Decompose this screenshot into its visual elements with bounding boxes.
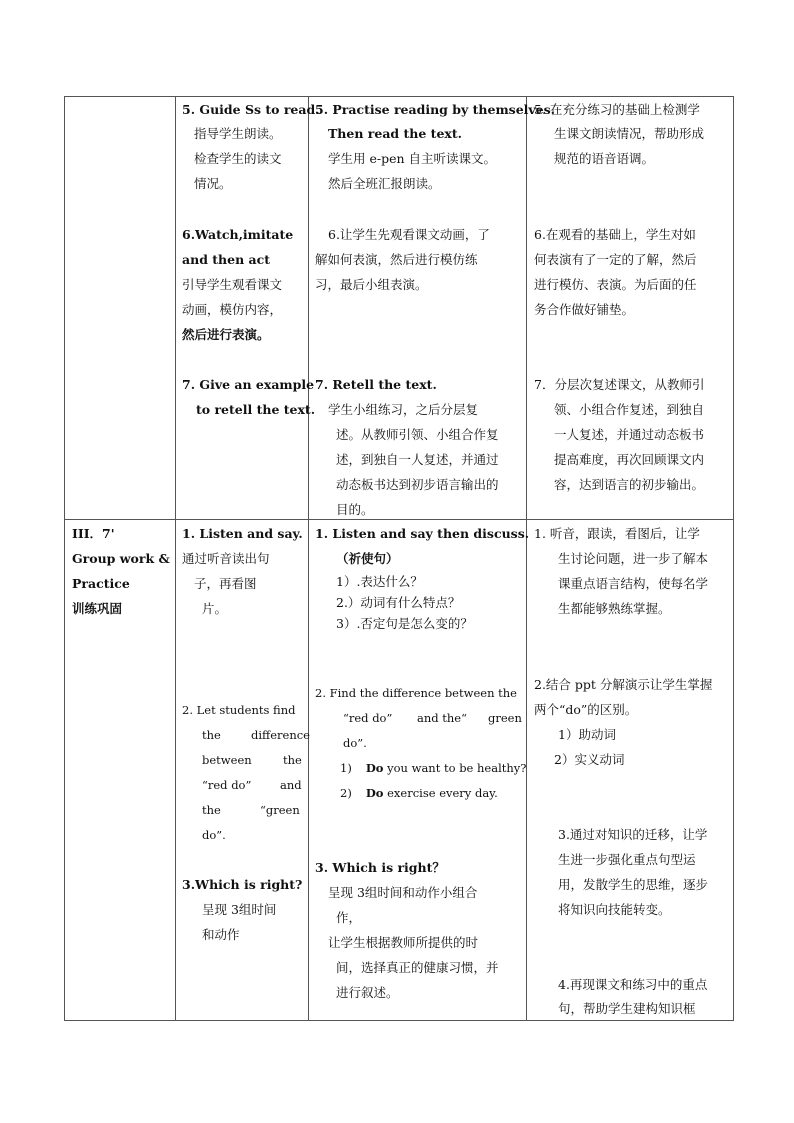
example-2-rest: exercise every day. bbox=[383, 786, 498, 800]
practice3-purpose-line1: 3.通过对知识的迁移，让学 bbox=[558, 827, 708, 842]
practice2-purpose-line1: 2.结合 ppt 分解演示让学生掌握 bbox=[534, 677, 713, 692]
step5-teacher-line2: 检查学生的读文 bbox=[194, 151, 282, 166]
step7-purpose-line1: 7．分层次复述课文，从教师引 bbox=[534, 377, 705, 392]
practice2-purpose-line2: 两个“do”的区别。 bbox=[534, 702, 638, 717]
step5-teacher-line3: 情况。 bbox=[194, 176, 232, 191]
practice2-student-line3: do”. bbox=[343, 736, 367, 750]
step6-teacher-title2: and then act bbox=[182, 252, 271, 267]
step6-purpose-line2: 何表演有了一定的了解，然后 bbox=[534, 252, 697, 267]
step6-student-line3: 习，最后小组表演。 bbox=[315, 277, 428, 292]
step7-purpose-line2: 领、小组合作复述，到独自 bbox=[554, 402, 705, 417]
step5-purpose-line3: 规范的语音语调。 bbox=[554, 151, 655, 166]
stage-number: III．7' bbox=[72, 526, 115, 541]
step6-purpose-line3: 进行模仿、表演。为后面的任 bbox=[534, 277, 697, 292]
step6-teacher-line1: 引导学生观看课文 bbox=[182, 277, 283, 292]
practice2-teacher-line2a: the bbox=[202, 728, 221, 742]
column-divider-2 bbox=[308, 96, 309, 1021]
practice2-purpose-line3: 1）助动词 bbox=[558, 727, 616, 742]
practice3-student-line1: 呈现 3组时间和动作小组合 bbox=[328, 885, 478, 900]
practice2-teacher-line1: 2. Let students find bbox=[182, 703, 296, 717]
practice1-teacher-line2: 子，再看图 bbox=[194, 576, 257, 591]
step6-purpose-line1: 6.在观看的基础上，学生对如 bbox=[534, 227, 696, 242]
practice1-teacher-line1: 通过听音读出句 bbox=[182, 551, 270, 566]
lesson-plan-table bbox=[64, 96, 734, 1021]
practice3-student-line4: 间，选择真正的健康习惯，并 bbox=[336, 960, 499, 975]
step6-student-line2: 解如何表演，然后进行模仿练 bbox=[315, 252, 478, 267]
step7-student-line3: 述，到独自一人复述，并通过 bbox=[336, 452, 499, 467]
practice1-question1: 1）.表达什么？ bbox=[336, 574, 423, 589]
example-1-number: 1) bbox=[340, 761, 352, 775]
practice2-student-line2a: “red do” bbox=[343, 711, 393, 725]
practice1-purpose-line4: 生都能够熟练掌握。 bbox=[558, 601, 671, 616]
practice2-student-line1: 2. Find the difference between the bbox=[315, 686, 517, 700]
step6-purpose-line4: 务合作做好铺垫。 bbox=[534, 302, 635, 317]
practice1-question2: 2.）动词有什么特点？ bbox=[336, 595, 461, 610]
step7-student-title: 7. Retell the text. bbox=[315, 377, 437, 392]
step7-student-line4: 动态板书达到初步语言输出的 bbox=[336, 477, 499, 492]
table-border-bottom bbox=[64, 1020, 734, 1021]
practice4-purpose-line2: 句，帮助学生建构知识框 bbox=[558, 1001, 696, 1016]
table-border-left bbox=[64, 96, 65, 1021]
practice4-purpose-line1: 4.再现课文和练习中的重点 bbox=[558, 977, 708, 992]
step7-purpose-line3: 一人复述，并通过动态板书 bbox=[554, 427, 705, 442]
step6-teacher-line3: 然后进行表演。 bbox=[182, 327, 270, 342]
step7-student-line2: 述。从教师引领、小组合作复 bbox=[336, 427, 499, 442]
step7-student-line1: 学生小组练习，之后分层复 bbox=[328, 402, 479, 417]
practice3-student-line3: 让学生根据教师所提供的时 bbox=[328, 935, 479, 950]
practice1-question3: 3）.否定句是怎么变的？ bbox=[336, 616, 473, 631]
step7-teacher-title1: 7. Give an example bbox=[182, 377, 315, 392]
step5-teacher-line1: 指导学生朗读。 bbox=[194, 126, 282, 141]
practice1-teacher-line3: 片。 bbox=[202, 601, 228, 616]
example-sentence-1 bbox=[340, 761, 526, 775]
example-2-number: 2) bbox=[340, 786, 352, 800]
practice2-teacher-line3b: the bbox=[283, 753, 302, 767]
practice2-purpose-line4: 2）实义动词 bbox=[554, 752, 625, 767]
step7-purpose-line5: 容，达到语言的初步输出。 bbox=[554, 477, 705, 492]
practice2-teacher-line4b: and bbox=[280, 778, 302, 792]
example-sentence-2 bbox=[340, 786, 498, 800]
practice3-purpose-line3: 用，发散学生的思维，逐步 bbox=[558, 877, 709, 892]
step7-teacher-title2: to retell the text. bbox=[196, 402, 316, 417]
practice1-purpose-line1: 1. 听音，跟读，看图后，让学 bbox=[534, 526, 700, 541]
step5-student-title: 5. Practise reading by themselves. bbox=[315, 102, 556, 117]
stage-name-line1: Group work & bbox=[72, 551, 170, 566]
column-divider-1 bbox=[175, 96, 176, 1021]
example-1-rest: you want to be healthy? bbox=[383, 761, 527, 775]
step7-student-line5: 目的。 bbox=[336, 502, 374, 517]
practice3-student-line2: 作， bbox=[336, 910, 362, 925]
stage-name-chinese: 训练巩固 bbox=[72, 601, 123, 616]
practice3-teacher-line1: 呈现 3组时间 bbox=[202, 902, 277, 917]
practice2-teacher-line5a: the bbox=[202, 803, 221, 817]
practice2-student-line2c: green bbox=[488, 711, 522, 725]
row-divider bbox=[64, 519, 734, 520]
table-border-right bbox=[733, 96, 734, 1021]
practice1-student-title: 1. Listen and say then discuss. bbox=[315, 526, 530, 541]
step5-student-line2: 然后全班汇报朗读。 bbox=[328, 176, 441, 191]
practice3-student-line5: 进行叙述。 bbox=[336, 985, 399, 1000]
practice1-purpose-line2: 生讨论问题，进一步了解本 bbox=[558, 551, 709, 566]
step5-student-line1: 学生用 e-pen 自主听读课文。 bbox=[328, 151, 497, 166]
practice3-purpose-line2: 生进一步强化重点句型运 bbox=[558, 852, 696, 867]
step5-teacher-title: 5. Guide Ss to read. bbox=[182, 102, 320, 117]
example-2-do: Do bbox=[365, 786, 384, 800]
step5-purpose-line2: 生课文朗读情况，帮助形成 bbox=[554, 126, 705, 141]
practice3-teacher-title: 3.Which is right? bbox=[182, 877, 303, 892]
practice2-teacher-line2b: difference bbox=[251, 728, 310, 742]
practice3-purpose-line4: 将知识向技能转变。 bbox=[558, 902, 671, 917]
practice3-teacher-line2: 和动作 bbox=[202, 927, 240, 942]
practice1-teacher-title: 1. Listen and say. bbox=[182, 526, 303, 541]
practice2-teacher-line6: do”. bbox=[202, 828, 226, 842]
step5-purpose-line1: 5. 在充分练习的基础上检测学 bbox=[534, 102, 700, 117]
practice1-purpose-line3: 课重点语言结构，使每名学 bbox=[558, 576, 709, 591]
stage-name-line2: Practice bbox=[72, 576, 130, 591]
practice2-student-line2b: and the“ bbox=[417, 711, 467, 725]
step5-student-title2: Then read the text. bbox=[328, 126, 462, 141]
example-1-do: Do bbox=[365, 761, 384, 775]
practice1-student-subtitle: （祈使句） bbox=[336, 551, 399, 566]
practice3-student-title: 3. Which is right？ bbox=[315, 860, 445, 875]
step6-teacher-title1: 6.Watch,imitate bbox=[182, 227, 294, 242]
step7-purpose-line4: 提高难度，再次回顾课文内 bbox=[554, 452, 705, 467]
step6-student-line1: 6.让学生先观看课文动画，了 bbox=[328, 227, 490, 242]
practice2-teacher-line5b: “green bbox=[260, 803, 300, 817]
step6-teacher-line2: 动画，模仿内容， bbox=[182, 302, 283, 317]
practice2-teacher-line3a: between bbox=[202, 753, 252, 767]
table-border-top bbox=[64, 96, 734, 97]
practice2-teacher-line4a: “red do” bbox=[202, 778, 252, 792]
column-divider-3 bbox=[526, 96, 527, 1021]
